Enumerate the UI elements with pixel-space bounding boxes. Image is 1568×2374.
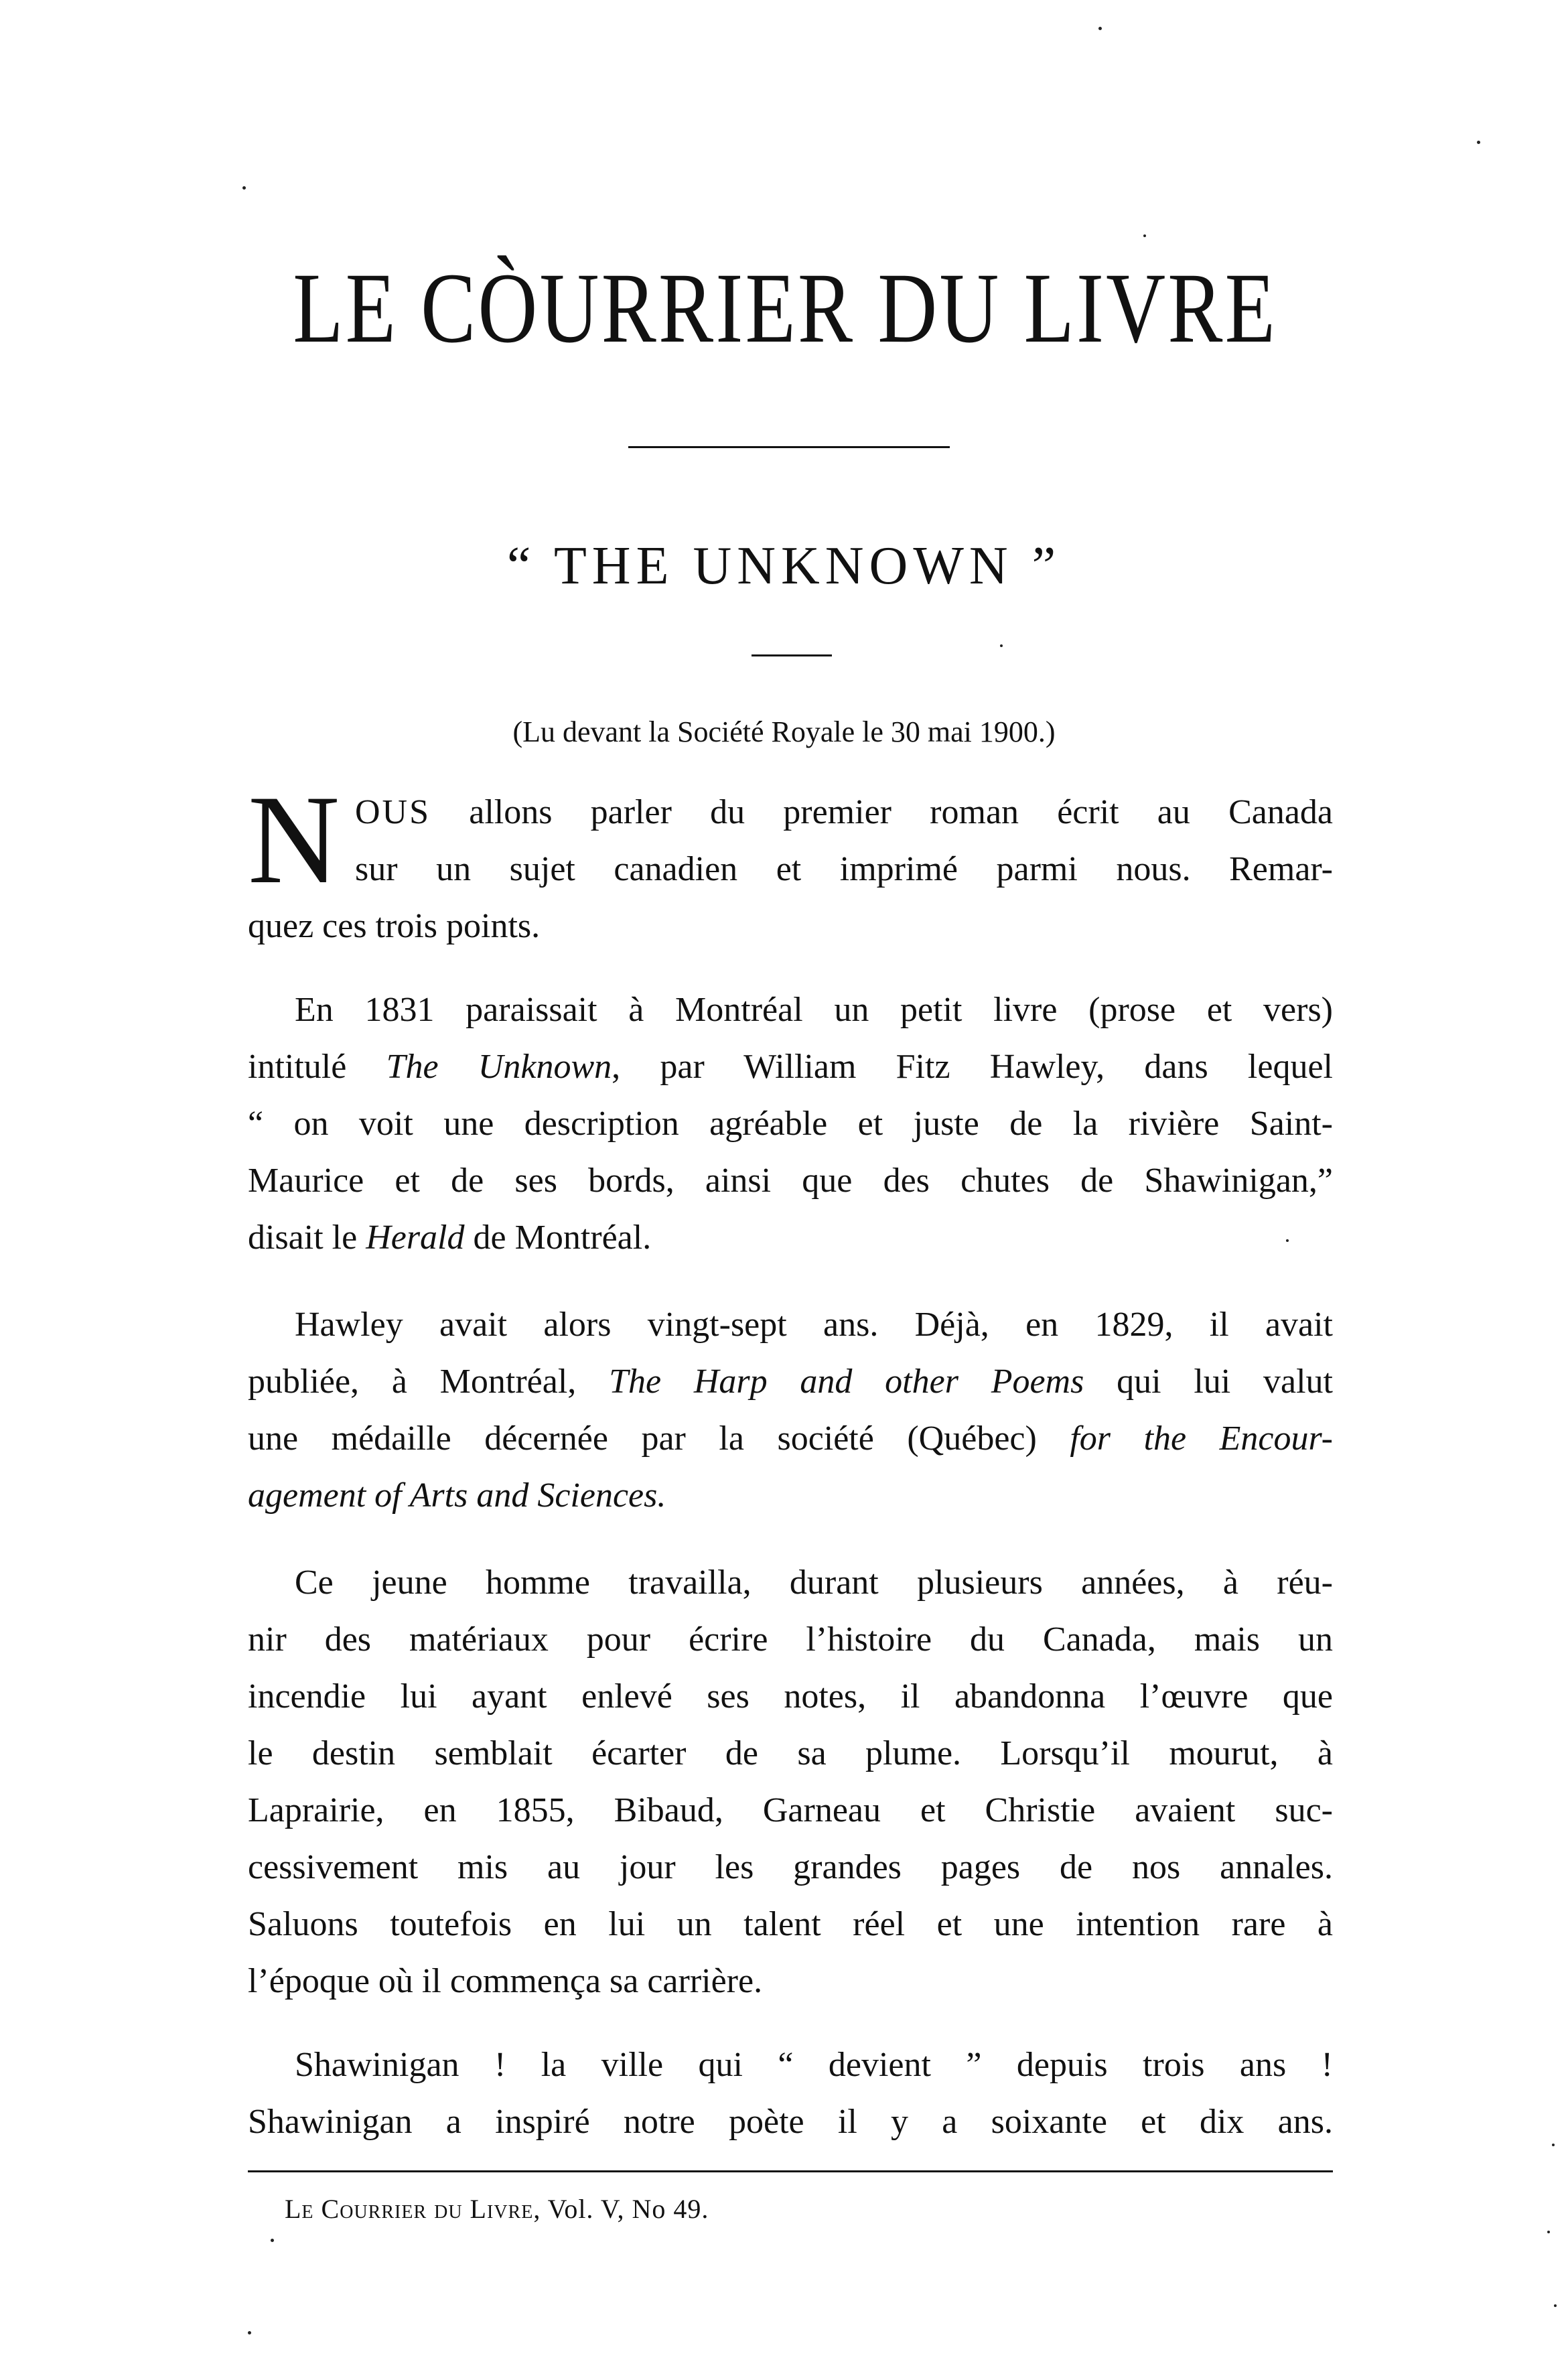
line-text: intitulé [248, 1048, 386, 1086]
text-line: Hawley avait alors vingt-sept ans. Déjà, en 1829, il avait [295, 1306, 1333, 1344]
text-line [248, 1353, 1333, 1410]
drop-cap: N [248, 770, 340, 910]
scan-speck [1477, 141, 1480, 144]
scan-speck [271, 2239, 274, 2242]
first-word: OUS [355, 793, 431, 831]
text-line: Ce jeune homme travailla, durant plusieurs années, à réu- [295, 1563, 1333, 1602]
line-text: qui lui valut [1084, 1363, 1333, 1401]
paragraph-1-upper [355, 784, 1333, 898]
text-line: nir des matériaux pour écrire l’histoire du Canada, mais un [248, 1620, 1333, 1659]
journal-title: LE CÒURRIER DU LIVRE [293, 253, 1278, 364]
scan-speck [1552, 2144, 1555, 2146]
scan-speck [1098, 27, 1102, 30]
footer-volume: , Vol. V, No 49. [533, 2194, 709, 2224]
scan-speck [1286, 1239, 1289, 1242]
line-text: publiée, à Montréal, [248, 1363, 610, 1401]
text-line: Maurice et de ses bords, ainsi que des chutes de Shawinigan,” [248, 1162, 1333, 1200]
paragraph-3 [248, 1296, 1333, 1524]
text-line [248, 1209, 1333, 1266]
text-line: incendie lui ayant enlevé ses notes, il abandonna l’œuvre que [248, 1677, 1333, 1716]
line-text: une médaille décernée par la société (Québec) [248, 1419, 1070, 1458]
reading-note: (Lu devant la Société Royale le 30 mai 1900.) [512, 715, 1056, 748]
book-title: The Unknown [386, 1048, 612, 1086]
text-line: Shawinigan a inspiré notre poète il y a soixante et dix ans. [248, 2103, 1333, 2141]
footer-journal: Le Courrier du Livre [285, 2194, 534, 2224]
text-line: quez ces trois points. [248, 907, 541, 945]
text-line [355, 784, 1333, 841]
footer-citation [285, 2189, 709, 2229]
line-text: disait le [248, 1218, 366, 1257]
footer-divider [248, 2170, 1333, 2172]
text-line [248, 1467, 1333, 1524]
text-line [248, 1410, 1333, 1467]
scan-speck [1000, 644, 1003, 647]
text-line: l’époque où il commença sa carrière. [248, 1962, 763, 2000]
article-title: “ THE UNKNOWN ” [506, 537, 1062, 596]
line-text: de Montréal. [464, 1218, 652, 1257]
society-name: agement of Arts and Sciences. [248, 1476, 666, 1515]
paragraph-5 [248, 2036, 1333, 2150]
text-line: Laprairie, en 1855, Bibaud, Garneau et Christie avaient suc- [248, 1791, 1333, 1829]
text-line: Shawinigan ! la ville qui “ devient ” depuis trois ans ! [295, 2046, 1333, 2084]
text-line: Saluons toutefois en lui un talent réel et une intention rare à [248, 1905, 1333, 1943]
paragraph-2 [248, 981, 1333, 1266]
newspaper-title: Herald [366, 1218, 465, 1257]
book-title: The Harp and other Poems [609, 1363, 1084, 1401]
text-line: sur un sujet canadien et imprimé parmi nous. Remar- [355, 850, 1333, 888]
text-line: cessivement mis au jour les grandes pages de nos annales. [248, 1848, 1333, 1886]
section-divider [752, 654, 832, 656]
society-name: for the Encour- [1070, 1419, 1333, 1458]
scan-speck [248, 2331, 251, 2334]
line-text: allons parler du premier roman écrit au Canada [431, 793, 1333, 831]
scan-speck [242, 186, 246, 190]
paragraph-1-lower [248, 898, 1333, 955]
text-line: le destin semblait écarter de sa plume. Lorsqu’il mourut, à [248, 1734, 1333, 1772]
text-line: “ on voit une description agréable et juste de la rivière Saint- [248, 1105, 1333, 1143]
text-line: En 1831 paraissait à Montréal un petit livre (prose et vers) [295, 991, 1333, 1029]
scan-speck [1554, 2304, 1557, 2307]
title-divider [628, 446, 950, 448]
scan-speck [1547, 2231, 1550, 2233]
line-text: , par William Fitz Hawley, dans lequel [612, 1048, 1333, 1086]
text-line [248, 1038, 1333, 1095]
scan-speck [1143, 234, 1146, 237]
paragraph-4 [248, 1554, 1333, 2010]
